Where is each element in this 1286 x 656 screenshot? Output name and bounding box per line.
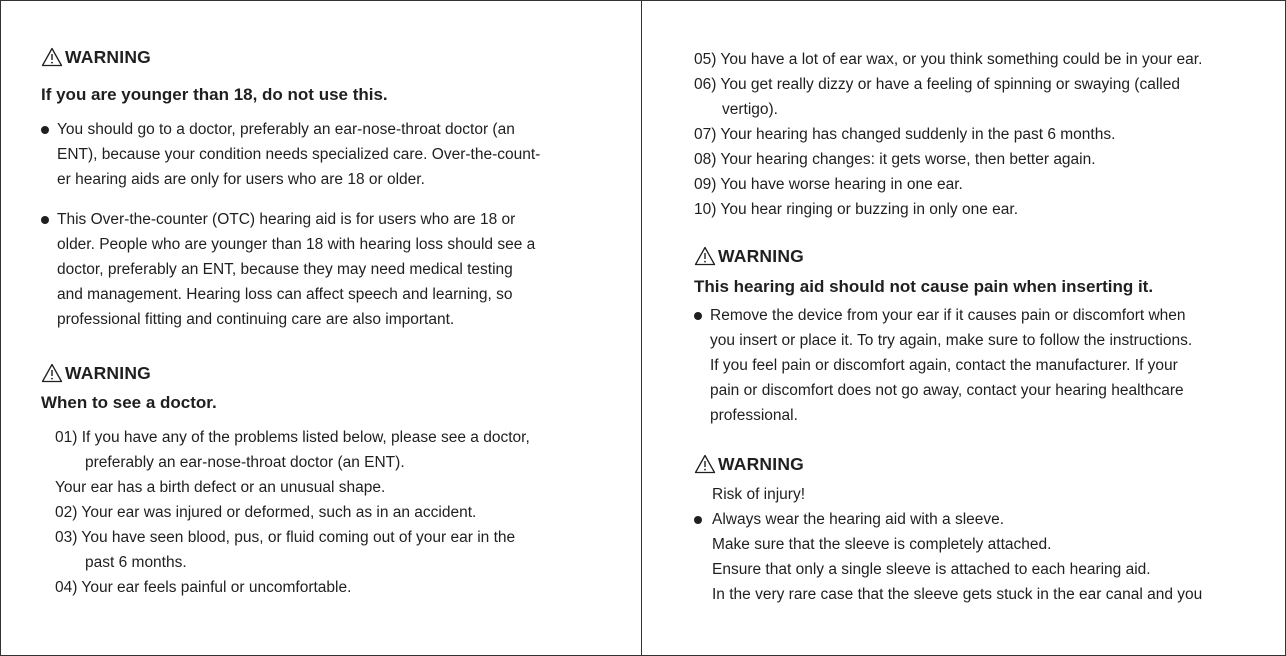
warning-heading	[41, 361, 641, 385]
warning-triangle-icon	[694, 246, 716, 266]
list-item: vertigo).	[722, 101, 778, 118]
warning-heading	[694, 244, 1285, 268]
list-item: 01) If you have any of the problems listed below, please see a doctor,	[55, 429, 530, 446]
list-item: 07) Your hearing has changed suddenly in the past 6 months.	[694, 126, 1116, 143]
warning-triangle-icon	[41, 363, 63, 383]
warning-label: WARNING	[718, 453, 804, 474]
list-item: 06) You get really dizzy or have a feeling of spinning or swaying (called	[694, 76, 1180, 93]
section-title-doctor: When to see a doctor.	[41, 393, 217, 412]
list-item: past 6 months.	[85, 554, 187, 571]
bullet-dot-icon	[41, 126, 49, 134]
warning-heading	[694, 452, 1285, 476]
warning-label: WARNING	[65, 46, 151, 67]
list-item: preferably an ear-nose-throat doctor (an ENT).	[85, 454, 405, 471]
list-item: 02) Your ear was injured or deformed, such as in an accident.	[55, 504, 477, 521]
warning-label: WARNING	[718, 245, 804, 266]
bullet-dot-icon	[41, 216, 49, 224]
list-item: 09) You have worse hearing in one ear.	[694, 176, 963, 193]
section-title-age: If you are younger than 18, do not use this.	[41, 85, 388, 104]
warning-label: WARNING	[65, 362, 151, 383]
bullet-dot-icon	[694, 312, 702, 320]
warning-heading	[41, 45, 641, 69]
doctor-conditions-list-continued	[694, 47, 1285, 222]
doctor-conditions-list	[41, 425, 641, 600]
list-item: 03) You have seen blood, pus, or fluid coming out of your ear in the	[55, 529, 516, 546]
section-title-pain: This hearing aid should not cause pain when inserting it.	[694, 277, 1154, 296]
bullet-dot-icon	[694, 516, 702, 524]
bullet-item: Remove the device from your ear if it causes pain or discomfort when you insert or place it. To try again, make sure to follow the instructions. If you feel pain or discomfort again, contact the manufacturer. If your pain or discomfort does not go away, contact your hearing healthcare professional.	[694, 303, 1285, 428]
warning-triangle-icon	[694, 454, 716, 474]
list-item: Your ear has a birth defect or an unusual shape.	[55, 479, 386, 496]
list-item: 08) Your hearing changes: it gets worse, then better again.	[694, 151, 1096, 168]
bullet-item: You should go to a doctor, preferably an ear-nose-throat doctor (an ENT), because your condition needs specialized care. Over-the-count- er hearing aids are only for users who are 18 or older.	[41, 117, 641, 192]
left-page	[1, 1, 642, 655]
risk-of-injury-text: Risk of injury!	[712, 486, 806, 503]
bullet-item: Always wear the hearing aid with a sleeve. Make sure that the sleeve is completely attached. Ensure that only a single sleeve is attached to each hearing aid. In the very rare case that the sleeve gets stuck in the ear canal and you	[694, 507, 1285, 607]
list-item: 10) You hear ringing or buzzing in only one ear.	[694, 201, 1019, 218]
bullet-item: This Over-the-counter (OTC) hearing aid is for users who are 18 or older. People who are younger than 18 with hearing loss should see a doctor, preferably an ENT, because they may need medical testing and management. Hearing loss can affect speech and learning, so professional fitting and continuing care are also important.	[41, 207, 641, 332]
list-item: 04) Your ear feels painful or uncomfortable.	[55, 579, 352, 596]
list-item: 05) You have a lot of ear wax, or you think something could be in your ear.	[694, 51, 1203, 68]
right-page	[642, 1, 1285, 655]
warning-triangle-icon	[41, 47, 63, 67]
